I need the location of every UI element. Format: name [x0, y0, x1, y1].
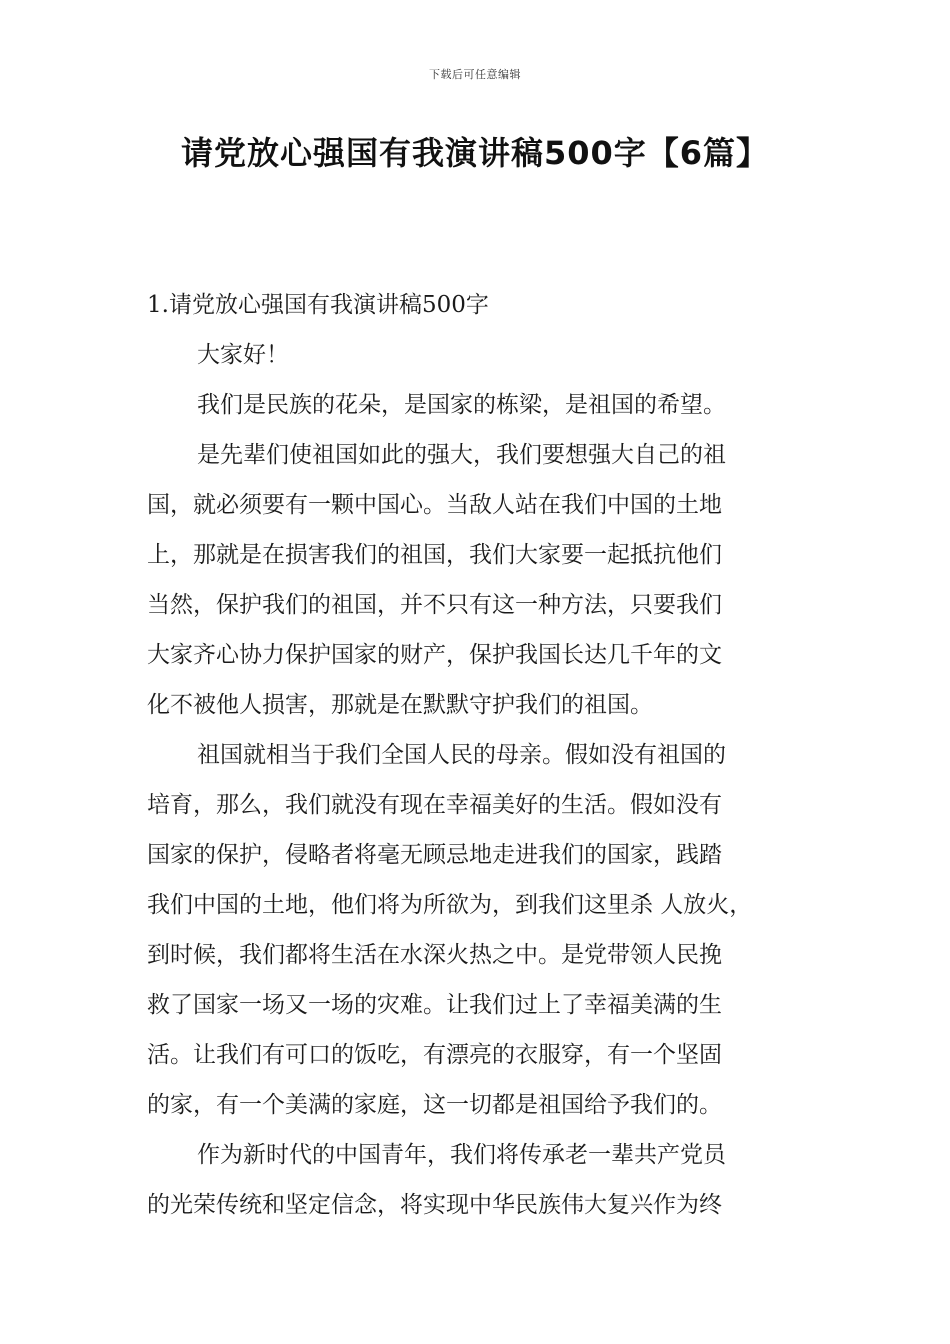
- section-heading: 1.请党放心强国有我演讲稿500字: [147, 292, 489, 318]
- paragraph-greeting: [147, 330, 837, 380]
- text-line: 国，就必须要有一颗中国心。当敌人站在我们中国的土地: [147, 492, 722, 518]
- text-line: 大家好！: [197, 342, 289, 368]
- text-line: 化不被他人损害，那就是在默默守护我们的祖国。: [147, 692, 653, 718]
- text-line: 大家齐心协力保护国家的财产，保护我国长达几千年的文: [147, 642, 722, 668]
- text-line: 活。让我们有可口的饭吃，有漂亮的衣服穿，有一个坚固: [147, 1042, 722, 1068]
- paragraph-youth: [147, 1130, 837, 1230]
- header-note: 下载后可任意编辑: [429, 68, 521, 81]
- paragraph-ancestors: [147, 430, 837, 730]
- text-line: 国家的保护，侵略者将毫无顾忌地走进我们的国家，践踏: [147, 842, 722, 868]
- document-title: 请党放心强国有我演讲稿500字【6篇】: [180, 134, 770, 172]
- paragraph-intro: [147, 380, 837, 430]
- text-line: 当然，保护我们的祖国，并不只有这一种方法，只要我们: [147, 592, 722, 618]
- paragraph-motherland: [147, 730, 837, 1130]
- text-line: 作为新时代的中国青年，我们将传承老一辈共产党员: [197, 1142, 726, 1168]
- document-body: [147, 280, 837, 1230]
- text-line: 的家，有一个美满的家庭，这一切都是祖国给予我们的。: [147, 1092, 722, 1118]
- text-line: 祖国就相当于我们全国人民的母亲。假如没有祖国的: [197, 742, 726, 768]
- text-line: 的光荣传统和坚定信念，将实现中华民族伟大复兴作为终: [147, 1192, 722, 1218]
- text-line: 救了国家一场又一场的灾难。让我们过上了幸福美满的生: [147, 992, 722, 1018]
- text-line: 到时候，我们都将生活在水深火热之中。是党带领人民挽: [147, 942, 722, 968]
- text-line: 我们是民族的花朵，是国家的栋梁，是祖国的希望。: [197, 392, 726, 418]
- text-line: 是先辈们使祖国如此的强大，我们要想强大自己的祖: [197, 442, 726, 468]
- text-line: 培育，那么，我们就没有现在幸福美好的生活。假如没有: [147, 792, 722, 818]
- text-line: 我们中国的土地，他们将为所欲为，到我们这里杀 人放火，: [147, 892, 753, 918]
- text-line: 上，那就是在损害我们的祖国，我们大家要一起抵抗他们: [147, 542, 722, 568]
